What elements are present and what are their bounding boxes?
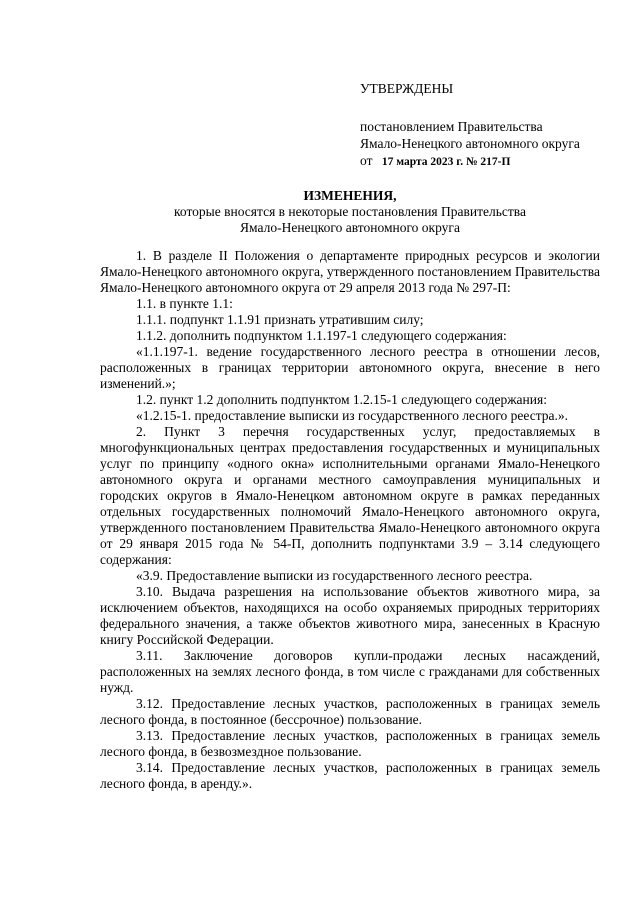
- paragraph-2: 2. Пункт 3 перечня государственных услуг, предоставляемых в многофункциональных центрах предоставления государственных и муниципальных услуг по принципу «одного окна» исполнительными органами Ямало-Ненецкого автономного округа и органами местного самоуправления муниципальных и городских округов в Ямало-Ненецком автономном округе в рамках переданных отдельных государственных полномочий Ямало-Ненецкого автономного округа, утвержденного постановлением Правительства Ямало-Ненецкого автономного округа от 29 января 2015 года № 54-П, дополнить подпунктами 3.9 – 3.14 следующего содержания:: [100, 424, 600, 567]
- approval-line-2: Ямало-Ненецкого автономного округа: [360, 136, 580, 151]
- paragraph-3-9: «3.9. Предоставление выписки из государственного лесного реестра.: [136, 568, 533, 583]
- approval-date-number: 17 марта 2023 г. № 217-П: [381, 156, 511, 168]
- paragraph-3-11: 3.11. Заключение договоров купли-продажи лесных насаждений, расположенных на землях лесного фонда, в том числе с гражданами для собственных нужд.: [100, 648, 600, 695]
- title-main: ИЗМЕНЕНИЯ,: [303, 188, 397, 203]
- document-title: [90, 188, 610, 236]
- approval-line-1: постановлением Правительства: [360, 119, 543, 134]
- paragraph-3-14: 3.14. Предоставление лесных участков, расположенных в границах земель лесного фонда, в аренду.».: [100, 760, 600, 791]
- paragraph-3-13: 3.13. Предоставление лесных участков, расположенных в границах земель лесного фонда, в безвозмездное пользование.: [100, 728, 600, 759]
- paragraph-3-10: 3.10. Выдача разрешения на использование объектов животного мира, за исключением объектов, находящихся на особо охраняемых природных территориях федерального значения, а также объектов животного мира, занесенных в Красную книгу Российской Федерации.: [100, 584, 600, 647]
- title-line-1: которые вносятся в некоторые постановления Правительства: [174, 204, 526, 219]
- paragraph-1-1: 1.1. в пункте 1.1:: [136, 296, 233, 311]
- paragraph-1-2-15-1: «1.2.15-1. предоставление выписки из государственного лесного реестра.».: [136, 408, 569, 423]
- paragraph-1: 1. В разделе II Положения о департаменте природных ресурсов и экологии Ямало-Ненецкого автономного округа, утвержденного постановлением Правительства Ямало-Ненецкого автономного округа от 29 апреля 2013 года № 297-П:: [100, 248, 600, 295]
- paragraph-1-1-1: 1.1.1. подпункт 1.1.91 признать утратившим силу;: [136, 312, 424, 327]
- document-body: [100, 248, 600, 792]
- title-line-2: Ямало-Ненецкого автономного округа: [240, 220, 460, 235]
- approval-block: [360, 80, 630, 171]
- paragraph-1-1-197-1: «1.1.197-1. ведение государственного лесного реестра в отношении лесов, расположенных в границах территории автономного округа, внесение в него изменений.»;: [100, 344, 600, 391]
- paragraph-1-2: 1.2. пункт 1.2 дополнить подпунктом 1.2.15-1 следующего содержания:: [136, 392, 547, 407]
- approval-from-label: от: [360, 153, 373, 168]
- paragraph-1-1-2: 1.1.2. дополнить подпунктом 1.1.197-1 следующего содержания:: [136, 328, 507, 343]
- approval-heading: УТВЕРЖДЕНЫ: [360, 81, 454, 96]
- paragraph-3-12: 3.12. Предоставление лесных участков, расположенных в границах земель лесного фонда, в постоянное (бессрочное) пользование.: [100, 696, 600, 727]
- approval-date-line: [360, 152, 630, 171]
